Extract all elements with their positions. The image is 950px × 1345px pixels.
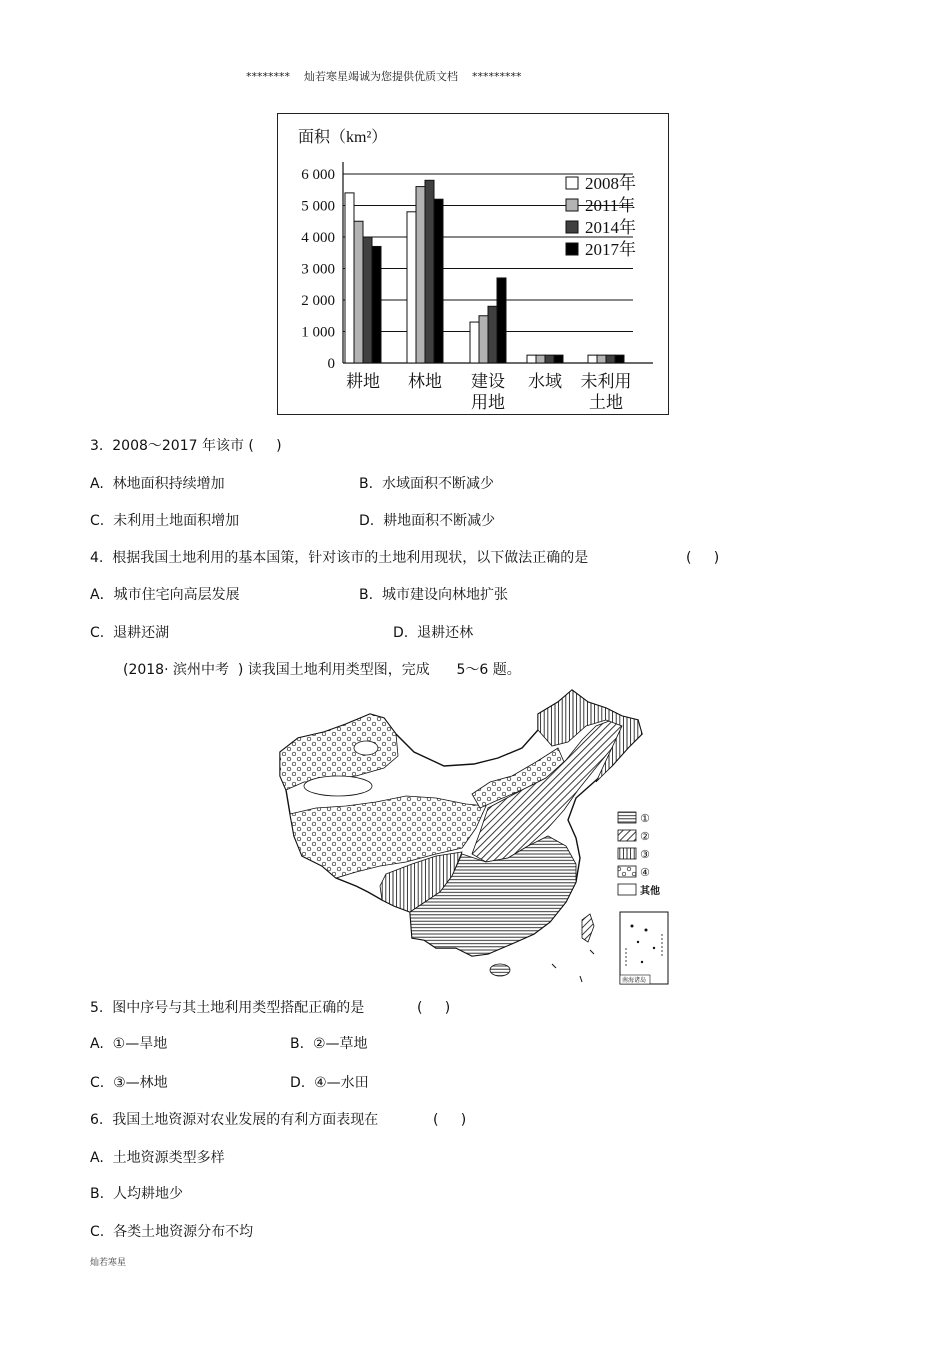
bar-3-2: [425, 180, 434, 363]
q3-option-d[interactable]: D. 耕地面积不断减少: [359, 513, 496, 529]
tarim-basin: [304, 776, 372, 796]
bar-4-5: [615, 355, 624, 363]
y-tick-label: 0: [327, 356, 335, 372]
inset-label: 南海诸岛: [622, 977, 647, 984]
legend-swatch-other: [618, 884, 636, 895]
legend-label-2: ②: [640, 830, 650, 843]
legend-swatch-2: [566, 199, 578, 211]
y-tick-label: 5 000: [301, 198, 335, 215]
legend-label-other: 其他: [640, 886, 660, 897]
legend-swatch-1: [566, 177, 578, 189]
q4-answer-paren: ( ): [686, 550, 720, 566]
q5-answer-paren: ( ): [417, 1000, 451, 1016]
x-category-label: 土地: [589, 393, 623, 412]
land-area-bar-chart: [277, 113, 669, 415]
x-category-label: 水域: [528, 372, 562, 391]
q5-option-b[interactable]: B. ②—草地: [290, 1036, 368, 1052]
map-intro: (2018· 滨州中考 ) 读我国土地利用类型图，完成 5～6 题。: [123, 662, 521, 678]
y-tick-label: 3 000: [301, 261, 335, 278]
q6-answer-paren: ( ): [433, 1112, 467, 1128]
x-category-label: 耕地: [346, 372, 380, 391]
q5-option-a[interactable]: A. ①—旱地: [90, 1036, 168, 1052]
land-use-map: [276, 686, 674, 988]
legend-swatch-4: [618, 866, 636, 877]
q4-option-c[interactable]: C. 退耕还湖: [90, 625, 170, 641]
q6-option-b[interactable]: B. 人均耕地少: [90, 1186, 183, 1202]
q6-option-a[interactable]: A. 土地资源类型多样: [90, 1150, 225, 1166]
legend-swatch-3: [618, 848, 636, 859]
junggar-basin: [354, 741, 378, 755]
q3-option-b[interactable]: B. 水域面积不断减少: [359, 476, 494, 492]
bar-3-3: [488, 306, 497, 363]
page-footer: 灿若寒星: [90, 1258, 127, 1268]
legend-swatch-3: [566, 221, 578, 233]
x-category-label: 用地: [471, 393, 505, 412]
bar-1-2: [407, 212, 416, 363]
q3-stem: 3. 2008～2017 年该市 ( ): [90, 438, 282, 454]
legend-label-4: ④: [640, 866, 650, 879]
bar-3-1: [363, 237, 372, 363]
south-china-sea-inset: [620, 912, 668, 984]
q5-option-d[interactable]: D. ④—水田: [290, 1075, 369, 1091]
map-legend: [618, 812, 660, 897]
q3-option-a[interactable]: A. 林地面积持续增加: [90, 476, 225, 492]
y-tick-label: 1 000: [301, 324, 335, 341]
legend-label-4: 2017年: [585, 240, 636, 259]
y-tick-label: 2 000: [301, 293, 335, 309]
bar-1-3: [470, 322, 479, 363]
bar-2-2: [416, 187, 425, 363]
map-svg: [276, 686, 674, 988]
legend-label-2: 2011年: [585, 196, 636, 215]
x-category-label: 建设: [471, 372, 505, 391]
bar-3-4: [545, 355, 554, 363]
taiwan-island: [582, 914, 594, 942]
q6-stem: 6. 我国土地资源对农业发展的有利方面表现在: [90, 1112, 379, 1128]
bar-3-5: [606, 355, 615, 363]
legend-label-3: ③: [640, 848, 650, 861]
bar-2-1: [354, 221, 363, 363]
q4-option-b[interactable]: B. 城市建设向林地扩张: [359, 587, 508, 603]
y-axis-label: 面积（km²）: [298, 129, 388, 146]
bar-1-1: [345, 193, 354, 363]
x-category-label: 林地: [408, 372, 442, 391]
q4-option-d[interactable]: D. 退耕还林: [393, 625, 474, 641]
legend-label-1: 2008年: [585, 174, 636, 193]
q6-option-c[interactable]: C. 各类土地资源分布不均: [90, 1224, 254, 1240]
bar-4-1: [372, 246, 381, 363]
legend-swatch-2: [618, 830, 636, 841]
y-tick-label: 4 000: [301, 230, 335, 246]
legend-swatch-1: [618, 812, 636, 823]
bar-1-5: [588, 355, 597, 363]
bar-2-5: [597, 355, 606, 363]
legend-label-1: ①: [640, 812, 650, 825]
bar-1-4: [527, 355, 536, 363]
hainan-island: [490, 964, 510, 976]
bar-4-3: [497, 278, 506, 363]
q5-option-c[interactable]: C. ③—林地: [90, 1075, 168, 1091]
bar-4-2: [434, 199, 443, 363]
legend-label-3: 2014年: [585, 218, 636, 237]
bar-2-4: [536, 355, 545, 363]
q4-stem: 4. 根据我国土地利用的基本国策，针对该市的土地利用现状，以下做法正确的是: [90, 550, 589, 566]
q5-stem: 5. 图中序号与其土地利用类型搭配正确的是: [90, 1000, 365, 1016]
bar-2-3: [479, 316, 488, 363]
page-header: ******** 灿若寒星竭诚为您提供优质文档 *********: [246, 70, 522, 83]
chart-svg: [278, 114, 668, 414]
y-tick-label: 6 000: [301, 167, 335, 183]
q4-option-a[interactable]: A．城市住宅向高层发展: [90, 587, 240, 603]
bar-4-4: [554, 355, 563, 363]
x-category-label: 未利用: [580, 372, 632, 391]
q3-option-c[interactable]: C. 未利用土地面积增加: [90, 513, 240, 529]
legend-swatch-4: [566, 243, 578, 255]
